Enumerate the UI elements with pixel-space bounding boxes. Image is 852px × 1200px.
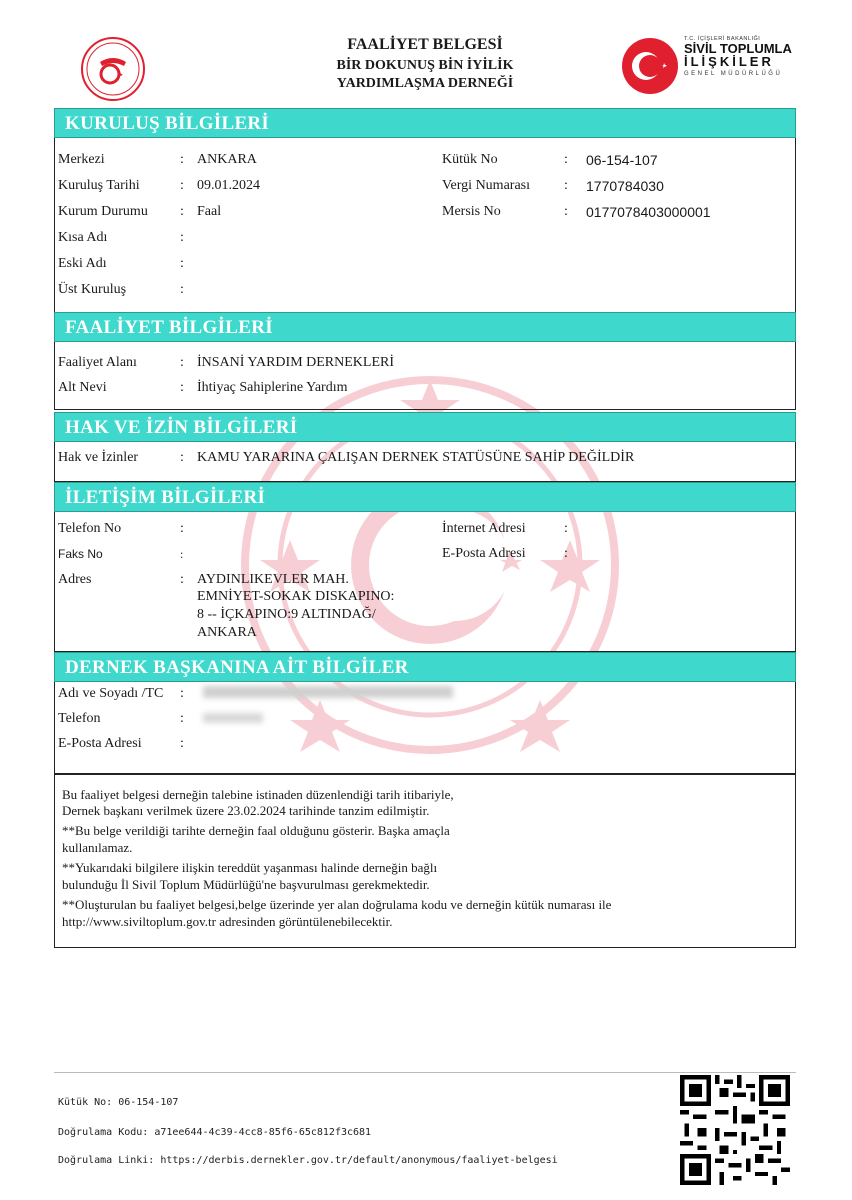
note-line-4: kullanılamaz. xyxy=(62,840,133,855)
note-line-2: Dernek başkanı verilmek üzere 23.02.2024 tarihinde tanzim edilmiştir. xyxy=(62,803,430,818)
footer-kutuk-no: Kütük No: 06-154-107 xyxy=(58,1097,179,1108)
note-line-8: http://www.siviltoplum.gov.tr adresinden görüntülenebilecektir. xyxy=(62,914,393,929)
document-page: T.C. İÇİŞLERİ BAKANLIĞI SİVİL TOPLUMLA İLİŞKİLER GENEL MÜDÜRLÜĞÜ FAALİYET BELGESİ BİR DOKUNUŞ BİN İYİLİK YARDIMLAŞMA DERNEĞİ KURULUŞ BİLGİLERİ Merkezi : ANKARA Kuruluş Tarihi : 09.01.2024 Kurum Durumu : Faal Kısa Adı : Eski Adı : Üst Kuruluş : Kütük No : 06-154-107 Vergi Numarası : 1770784030 Mersis No : 0177078403000001 FAALİYET BİLGİLERİ Faaliyet Alanı : İNSANİ YARDIM DERNEKLERİ Alt Nevi : İhtiyaç Sahiplerine Yardım HAK VE İZİN BİLGİLERİ Hak ve İzinler : KAMU YARARINA ÇALIŞAN DERNEK STATÜSÜNE SAHİP DEĞİLDİR İLETİŞİM BİLGİLERİ Telefon No : Faks No : Adres : AYDINLIKEVLER MAH. EMNİYET-SOKAK DISKAPINO: 8 -- İÇKAPINO:9 ALTINDAĞ/ ANKARA İnternet Adresi : E-Posta Adresi : DERNEK BAŞKANINA AİT BİLGİLER Adı ve Soyadı /TC : Telefon : E-Posta Adresi : Bu faaliyet belgesi derneğin talebine istinaden düzenlendiği tarih itibariyle, Dernek başkanı verilmek üzere 23.02.2024 tarihinde tanzim edilmiştir. **Bu belge verildiği tarihte derneğin faal olduğunu gösterir. Başka amaçla kullanılamaz. **Yukarıdaki bilgilere ilişkin tereddüt yaşanması halinde derneğin bağlı bulunduğu İl Sivil Toplum Müdürlüğü'ne başvurulması gerekmektedir. **Oluşturulan bu faaliyet belgesi,belge üzerinde yer alan doğrulama kodu ve derneğin kütük numarası ile http://www.siviltoplum.gov.tr adresinden görüntülenebilecektir. Kütük No: 06-154-107 Doğrulama Kodu: a71ee644-4c39-4cc8-85f6-65c812f3c681 Doğrulama Linki: https://derbis.dernekler.gov.tr/default/anonymous/faaliyet-belgesi xyxy=(0,0,852,1200)
qr-code xyxy=(680,1075,790,1185)
kurulus-heading: KURULUŞ BİLGİLERİ xyxy=(54,108,796,138)
hak-heading: HAK VE İZİN BİLGİLERİ xyxy=(54,412,796,442)
org-name-line1: BİR DOKUNUŞ BİN İYİLİK xyxy=(336,58,514,73)
redacted-name xyxy=(203,686,453,698)
stk-logo-text: T.C. İÇİŞLERİ BAKANLIĞI SİVİL TOPLUMLA İLİŞKİLER GENEL MÜDÜRLÜĞÜ xyxy=(684,36,792,77)
note-line-1: Bu faaliyet belgesi derneğin talebine istinaden düzenlendiği tarih itibariyle, xyxy=(62,787,454,802)
note-line-7: **Oluşturulan bu faaliyet belgesi,belge üzerinde yer alan doğrulama kodu ve derneğin kütük numarası ile xyxy=(62,897,612,912)
baskan-heading: DERNEK BAŞKANINA AİT BİLGİLER xyxy=(54,652,796,682)
redacted-phone xyxy=(203,713,263,723)
footer-verification-link[interactable]: Doğrulama Linki: https://derbis.dernekler.gov.tr/default/anonymous/faaliyet-belgesi xyxy=(58,1155,558,1166)
org-name-line2: YARDIMLAŞMA DERNEĞİ xyxy=(336,76,514,91)
iletisim-heading: İLETİŞİM BİLGİLERİ xyxy=(54,482,796,512)
note-line-5: **Yukarıdaki bilgilere ilişkin tereddüt yaşanması halinde derneğin bağlı xyxy=(62,860,438,875)
footer-verification-code: Doğrulama Kodu: a71ee644-4c39-4cc8-85f6-65c812f3c681 xyxy=(58,1127,372,1138)
stk-logo-icon xyxy=(620,36,680,96)
note-line-6: bulunduğu İl Sivil Toplum Müdürlüğü'ne başvurulması gerekmektedir. xyxy=(62,877,430,892)
faaliyet-heading: FAALİYET BİLGİLERİ xyxy=(54,312,796,342)
document-title: FAALİYET BELGESİ xyxy=(347,36,503,53)
footer-divider xyxy=(54,1072,796,1073)
note-line-3: **Bu belge verildiği tarihte derneğin faal olduğunu gösterir. Başka amaçla xyxy=(62,823,450,838)
ministry-seal-logo xyxy=(80,36,146,102)
